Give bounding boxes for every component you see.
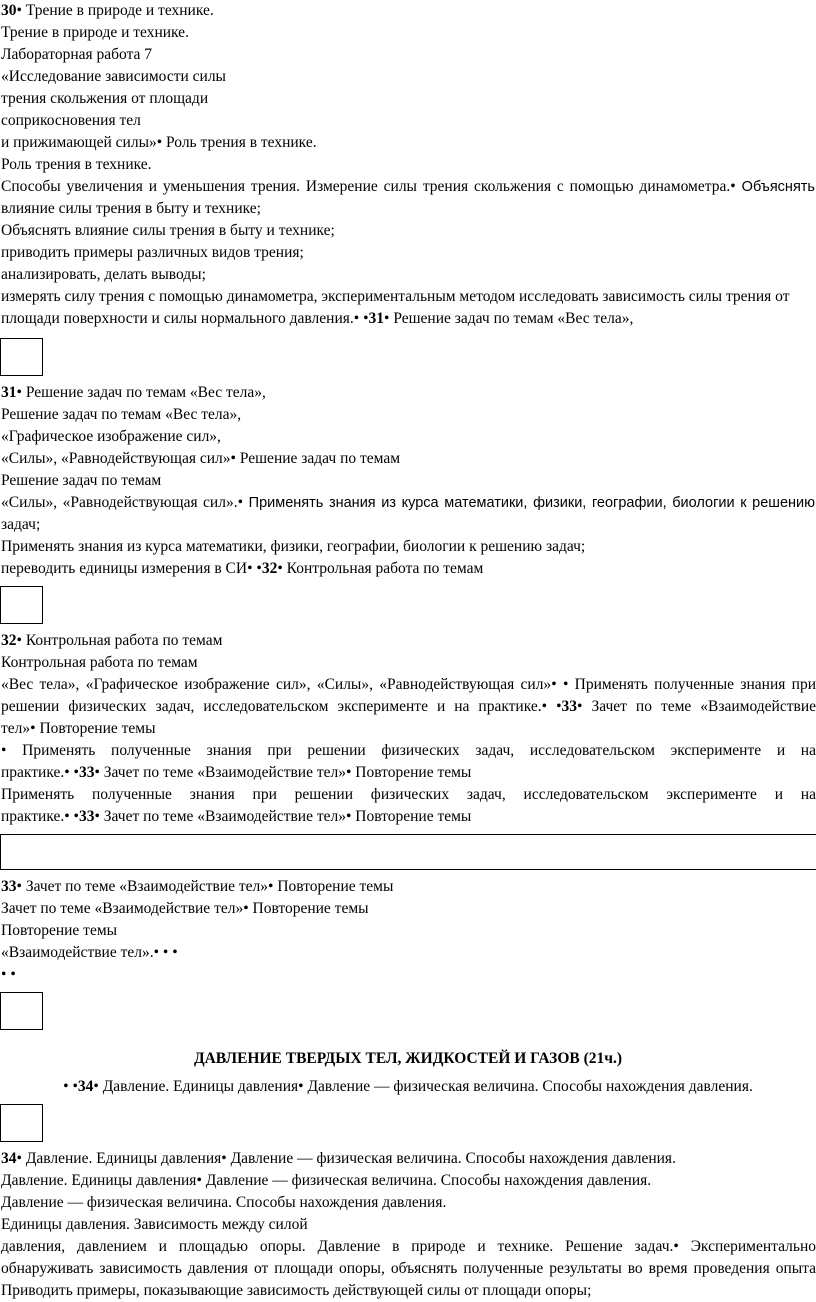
empty-table-cell — [0, 338, 43, 376]
bullet-icon: • — [16, 2, 22, 19]
text-line: анализировать, делать выводы; — [1, 266, 206, 283]
bullet-icon: • — [10, 966, 16, 983]
text-line: Решение задач по темам «Вес тела», — [1, 406, 242, 423]
lesson-number: 32 — [1, 632, 17, 649]
bullet-icon: • — [153, 944, 160, 961]
text-line: соприкосновения тел — [1, 112, 141, 129]
text-line: Контрольная работа по темам — [1, 654, 198, 671]
text-line: Давление — физическая величина. Способы нахождения давления. — [1, 1194, 447, 1211]
lesson-34-title — [0, 1148, 816, 1170]
text-line: Приводить примеры, показывающие зависимость действующей силы от площади опоры; — [1, 1282, 592, 1299]
text: задач; — [1, 516, 41, 533]
bullet-icon: • — [237, 494, 244, 511]
lesson-number: 33 — [78, 764, 95, 781]
text-line: измерять силу трения с помощью динамометра, экспериментальным методом исследовать зависимость силы трения от — [1, 288, 790, 305]
text-line: Решение задач по темам — [1, 472, 162, 489]
lesson-32-title — [0, 630, 816, 652]
text-line — [0, 762, 816, 784]
bullet-icon: • — [562, 676, 569, 693]
text-line: приводить примеры различных видов трения; — [1, 244, 304, 261]
bullet-icon: • — [16, 632, 22, 649]
bullet-icon: • — [73, 764, 79, 781]
text: Применять знания из курса математики, физики, географии, биологии к решению — [243, 495, 815, 511]
bullet-icon: • — [384, 310, 390, 327]
bullet-icon: • — [1, 742, 7, 759]
text-line: Объяснять влияние силы трения в быту и технике; — [1, 222, 335, 239]
text: Зачет по теме «Взаимодействие тел» — [21, 878, 269, 895]
text: Экспериментально — [678, 1238, 816, 1255]
text-line: Применять знания из курса математики, физики, географии, биологии к решению задач; — [1, 538, 586, 555]
text: Применять полученные знания при решении физических задач, исследовательском эксперименте и на — [6, 742, 816, 759]
bullet-icon: • — [16, 878, 22, 895]
text-line — [0, 806, 816, 828]
bullet-icon: • — [1, 966, 7, 983]
bullet-icon: • — [221, 1150, 227, 1167]
lesson-33-title — [0, 876, 816, 898]
bullet-icon: • — [345, 808, 352, 825]
text-line — [0, 132, 816, 154]
text-line — [0, 942, 816, 964]
text: «Силы», «Равнодействующая сил». — [1, 494, 238, 511]
lesson-number: 34 — [1, 1150, 17, 1167]
text: решении физических задач, исследовательском эксперименте и на практике. — [1, 698, 542, 715]
text-line: Роль трения в технике. — [1, 156, 152, 173]
bullet-icon: • — [64, 764, 70, 781]
bullet-icon: • — [541, 698, 548, 715]
text: Повторение темы — [351, 808, 472, 825]
lesson-number: 33 — [561, 698, 578, 715]
bullet-icon: • — [277, 560, 283, 577]
text-line: обнаруживать зависимость давления от площади опоры, объяснять полученные результаты во время проведения опыта — [1, 1260, 816, 1277]
empty-table-cell — [0, 586, 43, 624]
text: Зачет по теме «Взаимодействие тел» — [99, 808, 346, 825]
text-line: «Графическое изображение сил», — [1, 428, 221, 445]
text: Повторение темы — [248, 900, 369, 917]
lesson-number: 31 — [1, 384, 17, 401]
empty-table-cell — [0, 834, 816, 870]
bullet-icon: • — [243, 900, 249, 917]
text: влияние силы трения в быту и технике; — [1, 200, 261, 217]
text: Давление — физическая величина. Способы нахождения давления. — [303, 1078, 753, 1095]
bullet-icon: • — [673, 1238, 679, 1255]
text: тел» — [1, 720, 31, 737]
bullet-icon: • — [230, 450, 236, 467]
bullet-icon: • — [93, 1078, 99, 1095]
text: Повторение темы — [273, 878, 394, 895]
text: практике. — [1, 764, 65, 781]
text-paragraph — [0, 492, 816, 536]
text: Применять полученные знания при — [568, 676, 816, 693]
lesson-34-summary — [0, 1076, 816, 1098]
text-line: трения скольжения от площади — [1, 90, 209, 107]
bullet-icon: • — [551, 676, 557, 693]
lesson-number: 32 — [261, 560, 278, 577]
bullet-icon: • — [156, 134, 163, 151]
text-line — [0, 448, 816, 470]
text: Трение в природе и технике. — [21, 2, 214, 19]
text-line: Повторение темы — [1, 922, 118, 939]
section-heading: ДАВЛЕНИЕ ТВЕРДЫХ ТЕЛ, ЖИДКОСТЕЙ И ГАЗОВ (21ч.) — [193, 1050, 623, 1067]
bullet-icon: • — [268, 878, 274, 895]
text: «Вес тела», «Графическое изображение сил», «Силы», «Равнодействующая сил» — [1, 676, 552, 693]
lesson-31-title — [0, 382, 816, 404]
bullet-icon: • — [577, 698, 583, 715]
text-line — [0, 696, 816, 718]
bullet-icon: • — [298, 1078, 304, 1095]
text: и прижимающей силы» — [1, 134, 157, 151]
text: переводить единицы измерения в СИ — [1, 560, 248, 577]
lesson-number: 34 — [77, 1078, 94, 1095]
bullet-icon: • — [247, 560, 253, 577]
text: Способы увеличения и уменьшения трения. Измерение силы трения скольжения с помощью динамометра. — [1, 178, 731, 195]
text-line — [0, 674, 816, 696]
bullet-icon: • — [196, 1172, 202, 1189]
text: Контрольная работа по темам — [21, 632, 223, 649]
bullet-icon: • — [94, 808, 100, 825]
text-line — [0, 964, 816, 986]
text-paragraph — [0, 176, 816, 220]
bullet-icon: • — [353, 310, 360, 327]
text: «Силы», «Равнодействующая сил» — [1, 450, 231, 467]
bullet-icon: • — [556, 698, 562, 715]
text: Зачет по теме «Взаимодействие тел» — [99, 764, 346, 781]
bullet-icon: • — [172, 944, 178, 961]
text-line — [0, 558, 816, 580]
text-line — [0, 308, 816, 332]
empty-table-cell — [0, 992, 43, 1030]
text: Повторение темы — [35, 720, 156, 737]
text-line: Лабораторная работа 7 — [1, 46, 153, 63]
lesson-number: 31 — [368, 310, 384, 327]
text: Давление. Единицы давления — [1, 1172, 197, 1189]
text: Давление. Единицы давления — [98, 1078, 299, 1095]
lesson-number: 33 — [78, 808, 95, 825]
text: Давление. Единицы давления — [21, 1150, 222, 1167]
bullet-icon: • — [16, 384, 22, 401]
lesson-30-title — [0, 0, 816, 22]
text: Решение задач по темам — [235, 450, 401, 467]
text: Объяснять — [735, 179, 815, 195]
text-line: «Исследование зависимости силы — [1, 68, 226, 85]
bullet-icon: • — [162, 944, 169, 961]
text: Повторение темы — [351, 764, 472, 781]
bullet-icon: • — [94, 764, 100, 781]
lesson-number: 30 — [1, 2, 17, 19]
text: площади поверхности и силы нормального давления. — [1, 310, 354, 327]
text-line: Единицы давления. Зависимость между силой — [1, 1216, 308, 1233]
bullet-icon: • — [73, 808, 79, 825]
empty-table-cell — [0, 1104, 43, 1142]
text-line — [0, 718, 816, 740]
text: Давление — физическая величина. Способы нахождения давления. — [226, 1150, 676, 1167]
text-line — [0, 1170, 816, 1192]
bullet-icon: • — [345, 764, 352, 781]
text-line — [0, 1236, 816, 1258]
text: Роль трения в технике. — [162, 134, 317, 151]
lesson-number: 33 — [1, 878, 17, 895]
text: практике. — [1, 808, 65, 825]
text-line: Трение в природе и технике. — [1, 24, 189, 41]
text: Контрольная работа по темам — [282, 560, 484, 577]
text: Давление — физическая величина. Способы нахождения давления. — [201, 1172, 652, 1189]
text: давления, давлением и площадью опоры. Давление в природе и технике. Решение задач. — [1, 1238, 674, 1255]
bullet-icon: • — [30, 720, 36, 737]
text: Зачет по теме «Взаимодействие тел» — [1, 900, 244, 917]
bullet-icon: • — [730, 178, 736, 195]
bullet-icon: • — [363, 310, 369, 327]
text: Зачет по теме «Взаимодействие — [582, 698, 816, 715]
bullet-icon: • — [64, 808, 70, 825]
bullet-icon: • — [256, 560, 262, 577]
text: «Взаимодействие тел». — [1, 944, 154, 961]
text: Решение задач по темам «Вес тела», — [21, 384, 266, 401]
text-line — [0, 898, 816, 920]
text-line — [0, 740, 816, 762]
bullet-icon: • — [72, 1078, 78, 1095]
text-line: Применять полученные знания при решении физических задач, исследовательском эксперименте и на — [1, 786, 816, 803]
text: Решение задач по темам «Вес тела», — [389, 310, 634, 327]
bullet-icon: • — [63, 1078, 69, 1095]
bullet-icon: • — [16, 1150, 22, 1167]
